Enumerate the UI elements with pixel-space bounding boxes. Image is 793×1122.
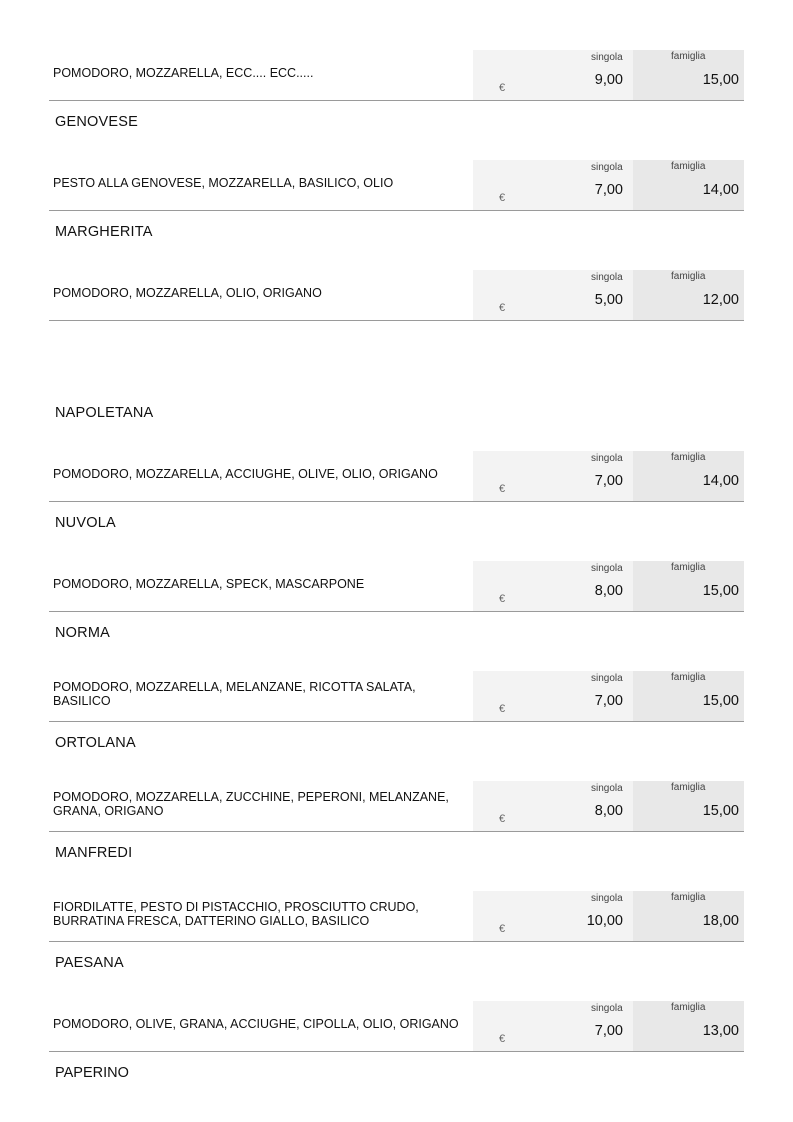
item-description: POMODORO, MOZZARELLA, SPECK, MASCARPONE <box>53 577 365 591</box>
single-price: 7,00 <box>594 182 623 198</box>
family-label: famiglia <box>671 271 706 282</box>
item-row <box>49 781 744 832</box>
single-label: singola <box>591 272 623 283</box>
currency-symbol: € <box>499 483 506 495</box>
item-row <box>49 50 744 101</box>
item-title: GENOVESE <box>55 114 138 130</box>
single-label: singola <box>591 563 623 574</box>
cutoff-item-title <box>55 1062 255 1081</box>
item-title: NUVOLA <box>55 515 116 531</box>
single-price: 7,00 <box>594 473 623 489</box>
family-label: famiglia <box>671 452 706 463</box>
currency-symbol: € <box>499 82 506 94</box>
item-row <box>49 160 744 211</box>
family-price-cell <box>633 160 744 210</box>
item-description: POMODORO, MOZZARELLA, ACCIUGHE, OLIVE, OLIO, ORIGANO <box>53 467 438 481</box>
item-title: PAESANA <box>55 955 124 971</box>
single-price-cell <box>473 1001 633 1051</box>
family-price-cell <box>633 451 744 501</box>
single-price: 7,00 <box>594 1023 623 1039</box>
single-label: singola <box>591 453 623 464</box>
family-price-cell <box>633 891 744 941</box>
family-label: famiglia <box>671 51 706 62</box>
family-price-cell <box>633 270 744 320</box>
family-price: 13,00 <box>702 1023 739 1039</box>
cutoff-title-text: PAPERINO <box>55 1065 129 1081</box>
item-description: FIORDILATTE, PESTO DI PISTACCHIO, PROSCIUTTO CRUDO, BURRATINA FRESCA, DATTERINO GIALLO, BASILICO <box>53 900 419 928</box>
family-price: 15,00 <box>702 72 739 88</box>
item-title: NAPOLETANA <box>55 405 154 421</box>
item-description: POMODORO, MOZZARELLA, OLIO, ORIGANO <box>53 286 322 300</box>
item-description: POMODORO, MOZZARELLA, MELANZANE, RICOTTA SALATA, BASILICO <box>53 680 416 708</box>
family-price: 18,00 <box>702 913 739 929</box>
item-title: NORMA <box>55 625 110 641</box>
single-price-cell <box>473 160 633 210</box>
family-label: famiglia <box>671 782 706 793</box>
family-price: 14,00 <box>702 182 739 198</box>
family-label: famiglia <box>671 892 706 903</box>
currency-symbol: € <box>499 813 506 825</box>
item-row <box>49 671 744 722</box>
currency-symbol: € <box>499 1033 506 1045</box>
item-title: ORTOLANA <box>55 735 136 751</box>
family-price: 15,00 <box>702 583 739 599</box>
item-row <box>49 1001 744 1052</box>
single-price: 8,00 <box>594 803 623 819</box>
currency-symbol: € <box>499 703 506 715</box>
family-price-cell <box>633 1001 744 1051</box>
family-label: famiglia <box>671 161 706 172</box>
single-price: 5,00 <box>594 292 623 308</box>
currency-symbol: € <box>499 923 506 935</box>
item-row <box>49 561 744 612</box>
currency-symbol: € <box>499 192 506 204</box>
family-price: 15,00 <box>702 803 739 819</box>
single-price-cell <box>473 50 633 100</box>
item-description: POMODORO, MOZZARELLA, ECC.... ECC..... <box>53 66 314 80</box>
family-price-cell <box>633 50 744 100</box>
single-price: 7,00 <box>594 693 623 709</box>
item-row <box>49 451 744 502</box>
family-label: famiglia <box>671 1002 706 1013</box>
single-price-cell <box>473 561 633 611</box>
single-price: 8,00 <box>594 583 623 599</box>
single-label: singola <box>591 162 623 173</box>
family-price: 12,00 <box>702 292 739 308</box>
item-description: POMODORO, MOZZARELLA, ZUCCHINE, PEPERONI, MELANZANE, GRANA, ORIGANO <box>53 790 449 818</box>
item-description: PESTO ALLA GENOVESE, MOZZARELLA, BASILICO, OLIO <box>53 176 394 190</box>
family-price-cell <box>633 781 744 831</box>
family-price-cell <box>633 561 744 611</box>
item-description: POMODORO, OLIVE, GRANA, ACCIUGHE, CIPOLLA, OLIO, ORIGANO <box>53 1017 459 1031</box>
single-label: singola <box>591 893 623 904</box>
item-row <box>49 270 744 321</box>
single-price-cell <box>473 671 633 721</box>
single-price: 9,00 <box>594 72 623 88</box>
single-label: singola <box>591 1003 623 1014</box>
single-label: singola <box>591 783 623 794</box>
single-price-cell <box>473 270 633 320</box>
family-label: famiglia <box>671 672 706 683</box>
single-price-cell <box>473 781 633 831</box>
family-price: 15,00 <box>702 693 739 709</box>
item-title: MARGHERITA <box>55 224 153 240</box>
single-label: singola <box>591 52 623 63</box>
single-price-cell <box>473 451 633 501</box>
single-price-cell <box>473 891 633 941</box>
item-title: MANFREDI <box>55 845 133 861</box>
item-row <box>49 891 744 942</box>
currency-symbol: € <box>499 302 506 314</box>
family-price-cell <box>633 671 744 721</box>
family-price: 14,00 <box>702 473 739 489</box>
currency-symbol: € <box>499 593 506 605</box>
single-price: 10,00 <box>586 913 623 929</box>
family-label: famiglia <box>671 562 706 573</box>
single-label: singola <box>591 673 623 684</box>
